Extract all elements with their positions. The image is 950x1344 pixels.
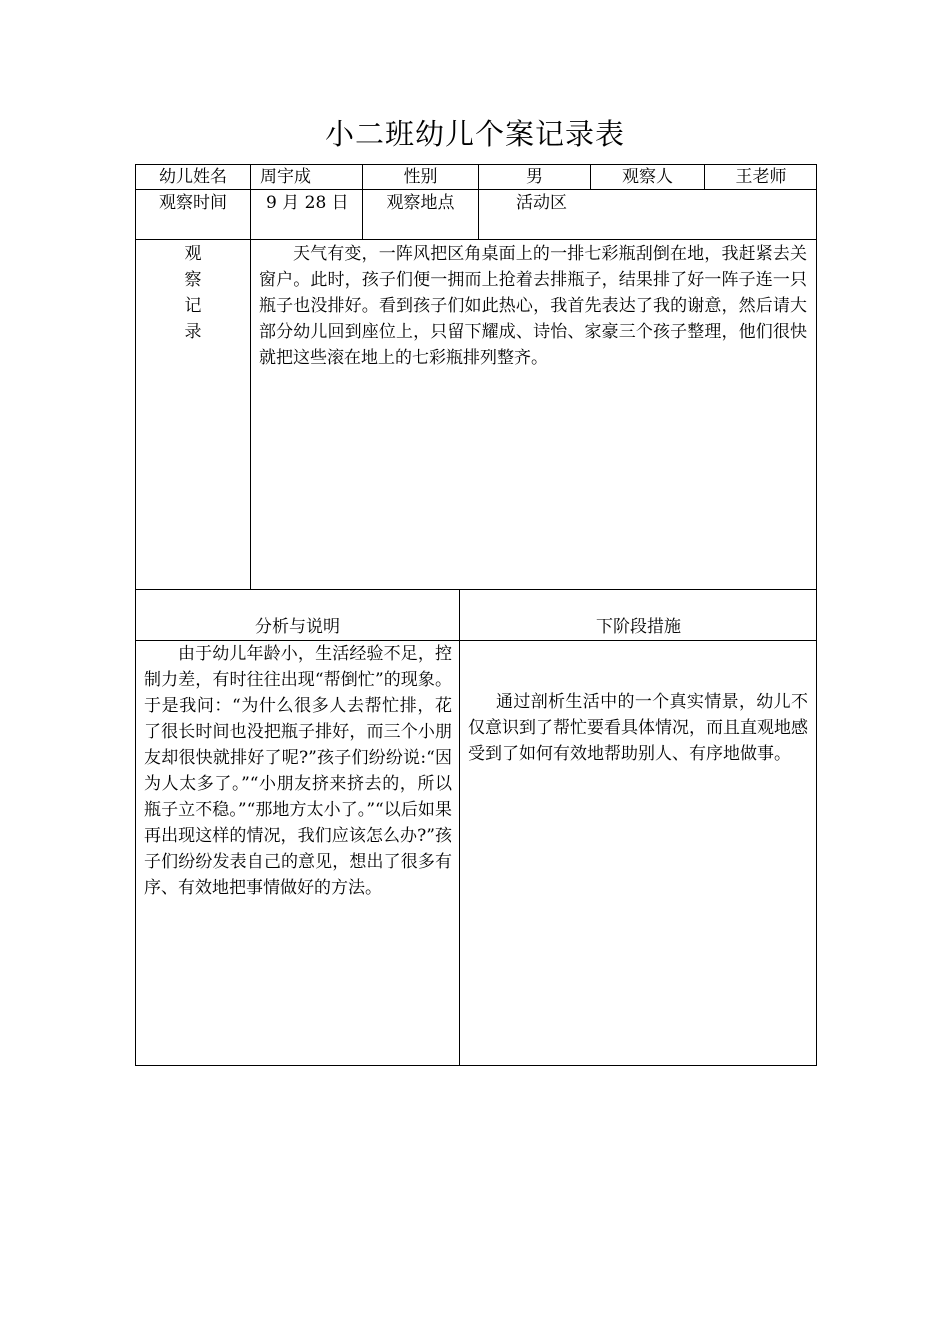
row-divider xyxy=(135,239,817,240)
child-name-label: 幼儿姓名 xyxy=(159,167,227,187)
next-steps-text: 通过剖析生活中的一个真实情景，幼儿不仅意识到了帮忙要看具体情况，而且直观地感受到了如何有效地帮助别人、有序地做事。 xyxy=(468,692,808,764)
child-name-value: 周宇成 xyxy=(260,167,311,187)
row-divider xyxy=(135,189,817,190)
record-label xyxy=(183,241,203,345)
observer-label: 观察人 xyxy=(622,167,673,187)
observe-place-label: 观察地点 xyxy=(386,193,455,213)
analysis-header: 分析与说明 xyxy=(255,617,340,637)
page-title: 小二班幼儿个案记录表 xyxy=(324,117,625,151)
record-label-char: 观 xyxy=(184,244,202,264)
next-steps-header: 下阶段措施 xyxy=(596,617,681,637)
observe-time-value: 9 月 28 日 xyxy=(266,193,349,213)
record-label-char: 录 xyxy=(184,322,202,342)
record-label-char: 记 xyxy=(184,296,202,316)
gender-label: 性别 xyxy=(403,167,438,187)
analysis-text: 由于幼儿年龄小，生活经验不足，控制力差，有时往往出现“帮倒忙”的现象。于是我问：“为什么很多人去帮忙排，花了很长时间也没把瓶子排好，而三个小朋友却很快就排好了呢?”孩子们纷纷说:“因为人太多了。”“小朋友挤来挤去的，所以瓶子立不稳。”“那地方太小了。”“以后如果再出现这样的情况，我们应该怎么办?”孩子们纷纷发表自己的意见，想出了很多有序、有效地把事情做好的方法。 xyxy=(144,644,452,898)
col-divider xyxy=(250,164,251,589)
col-divider xyxy=(459,589,460,1066)
gender-value: 男 xyxy=(526,167,543,187)
record-text: 天气有变，一阵风把区角桌面上的一排七彩瓶刮倒在地，我赶紧去关窗户。此时，孩子们便一拥而上抢着去排瓶子，结果排了好一阵子连一只瓶子也没排好。看到孩子们如此热心，我首先表达了我的谢意，然后请大部分幼儿回到座位上，只留下耀成、诗怡、家豪三个孩子整理，他们很快就把这些滚在地上的七彩瓶排列整齐。 xyxy=(259,244,807,368)
record-label-char: 察 xyxy=(184,270,202,290)
observer-value: 王老师 xyxy=(735,167,787,187)
row-divider xyxy=(135,589,817,590)
observe-place-value: 活动区 xyxy=(516,193,567,213)
observe-time-label: 观察时间 xyxy=(159,193,227,213)
